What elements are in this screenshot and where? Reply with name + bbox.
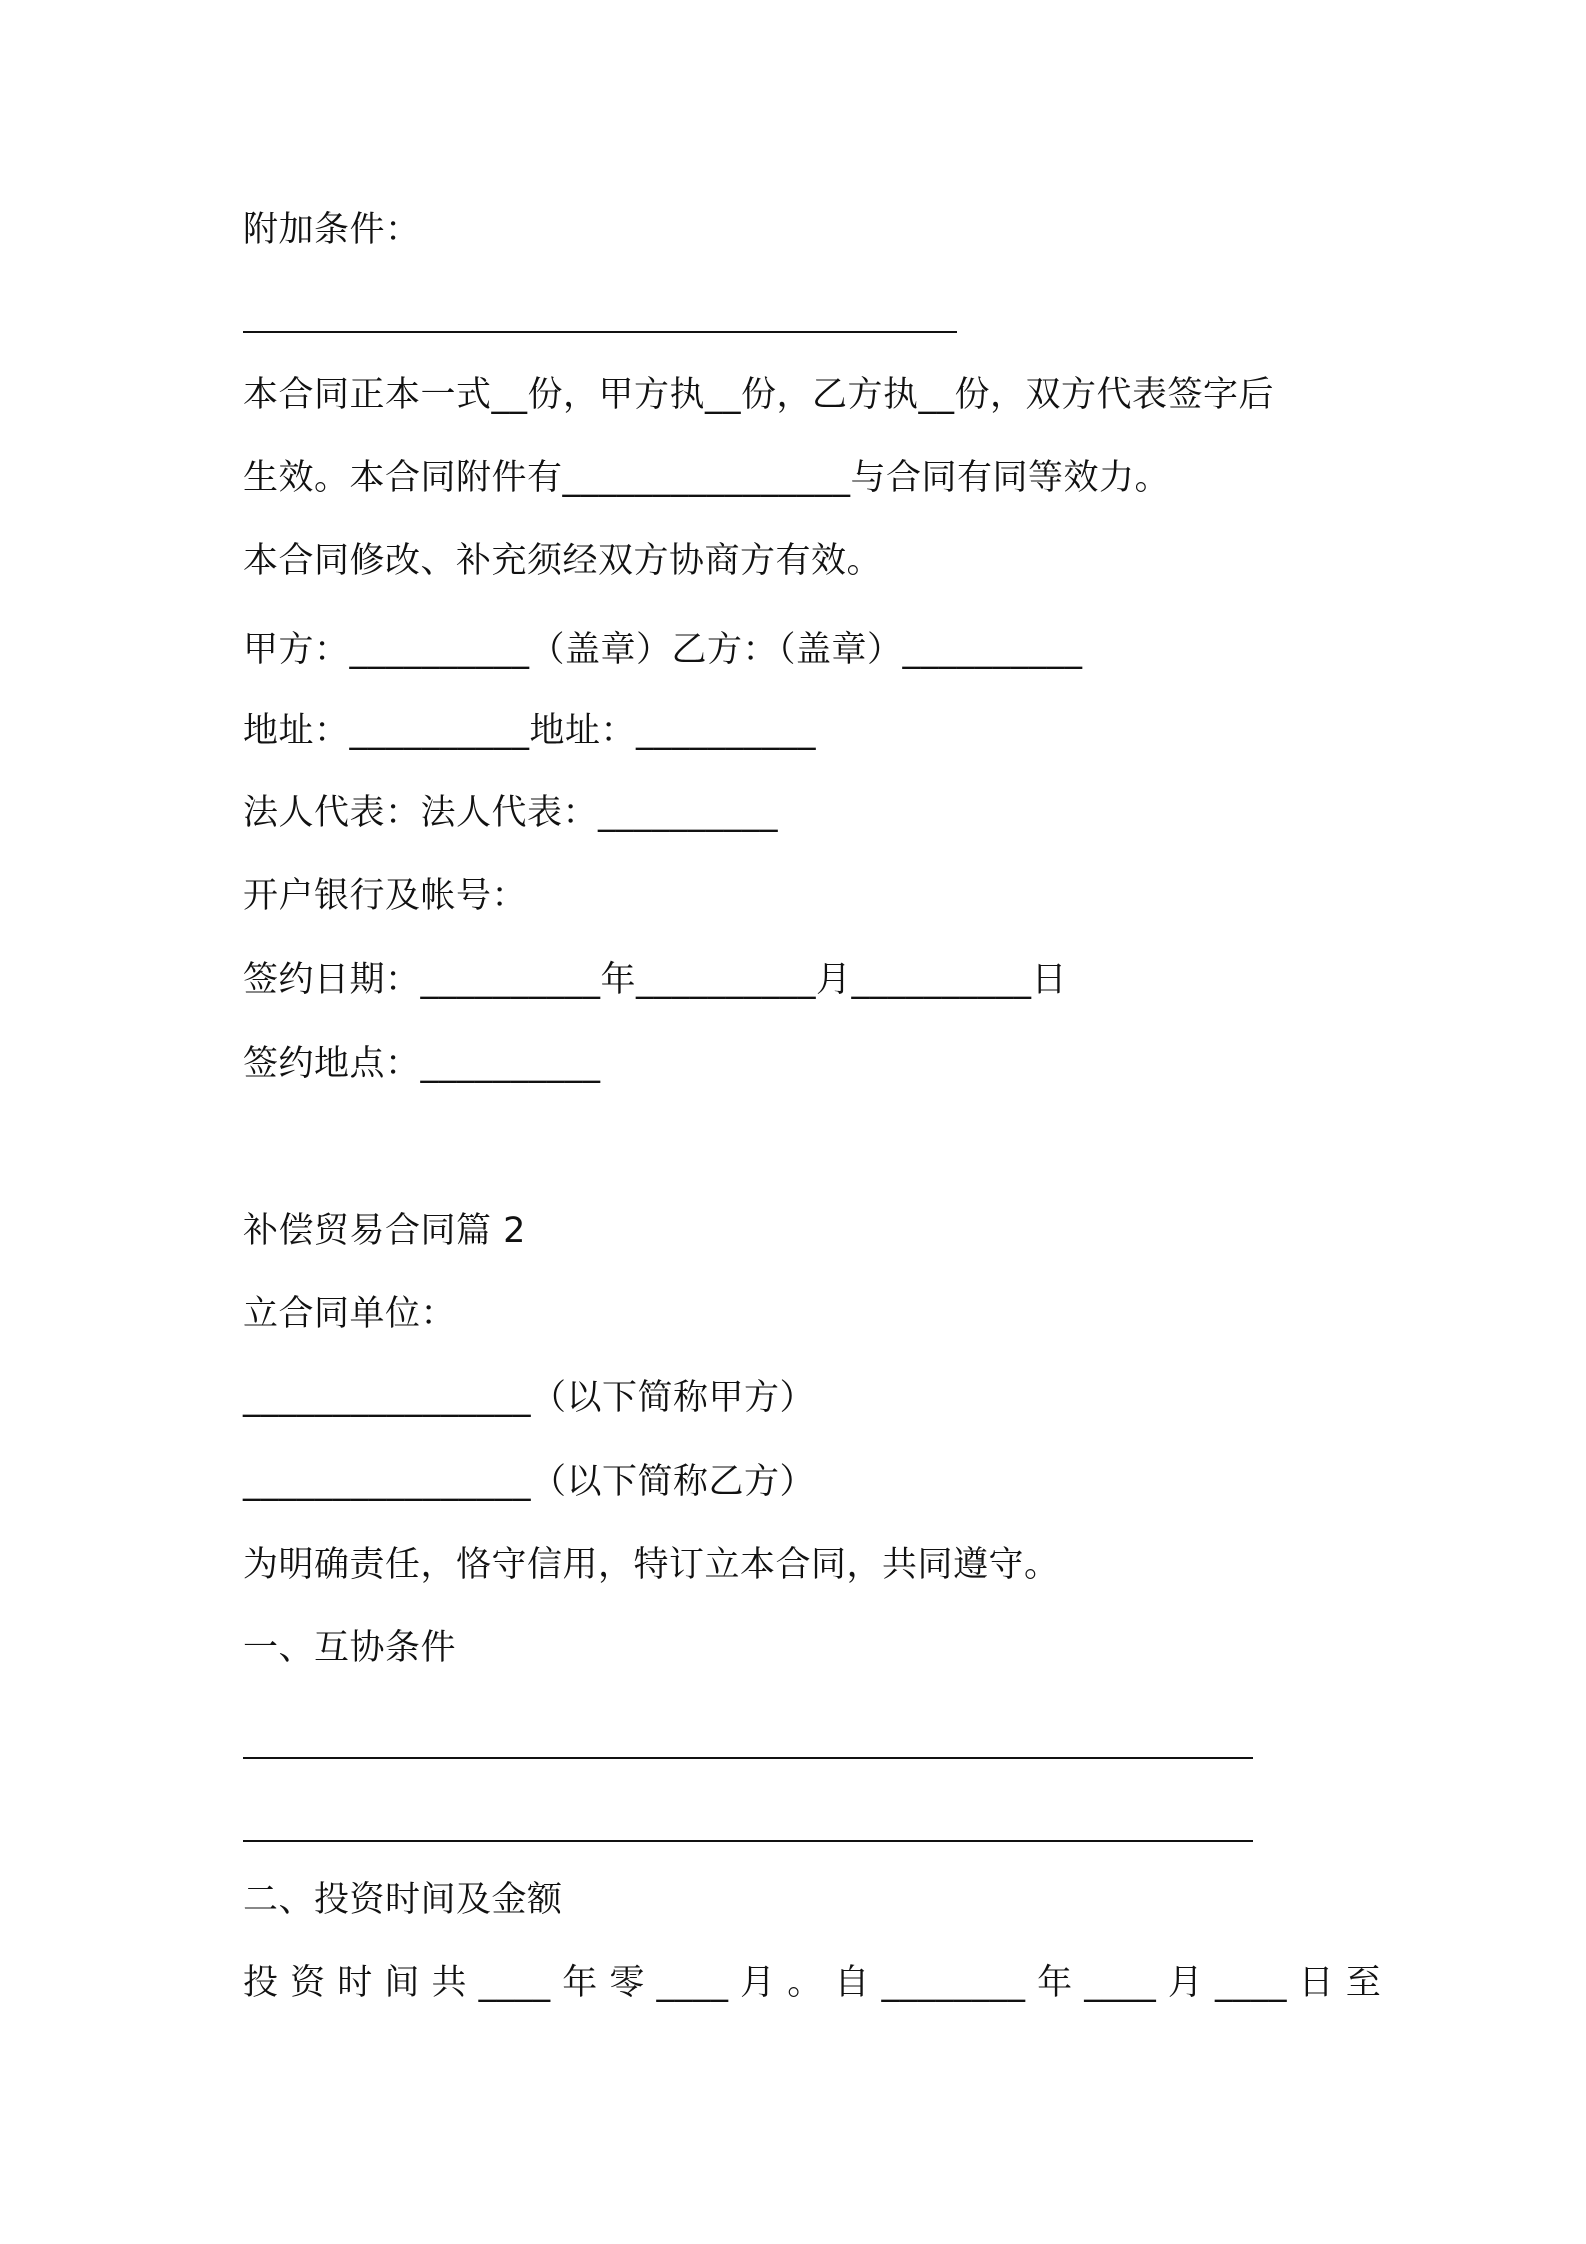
signing-place-line: 签约地点：__________ bbox=[243, 1044, 601, 1084]
contract-copies-clause: 本合同正本一式__份，甲方执__份，乙方执__份，双方代表签字后 bbox=[243, 375, 1275, 415]
bank-account-line: 开户银行及帐号： bbox=[243, 876, 528, 916]
clause-one-heading: 一、互协条件 bbox=[243, 1628, 457, 1668]
contract-amendment-clause: 本合同修改、补充须经双方协商方有效。 bbox=[243, 541, 883, 581]
party-a-line: ________________（以下简称甲方） bbox=[243, 1378, 816, 1418]
contracting-units-label: 立合同单位： bbox=[243, 1294, 457, 1334]
party-seal-line: 甲方：__________（盖章）乙方：（盖章）__________ bbox=[243, 630, 1083, 670]
address-line: 地址：__________地址：__________ bbox=[243, 711, 817, 751]
additional-conditions-label: 附加条件： bbox=[243, 210, 421, 250]
legal-representative-line: 法人代表：法人代表：__________ bbox=[243, 793, 779, 833]
party-b-line: ________________（以下简称乙方） bbox=[243, 1462, 816, 1502]
clause-one-blank-line-2 bbox=[243, 1840, 1253, 1842]
contract-purpose-line: 为明确责任，恪守信用，特订立本合同，共同遵守。 bbox=[243, 1545, 1060, 1585]
section-title: 补偿贸易合同篇 2 bbox=[243, 1211, 526, 1251]
additional-conditions-blank-line bbox=[243, 331, 957, 333]
clause-two-heading: 二、投资时间及金额 bbox=[243, 1880, 563, 1920]
contract-attachment-clause: 生效。本合同附件有________________与合同有同等效力。 bbox=[243, 458, 1171, 498]
signing-date-line: 签约日期：__________年__________月__________日 bbox=[243, 960, 1068, 1000]
investment-period-line: 投 资 时 间 共 ____ 年 零 ____ 月 。 自 ________ 年 ____ 月 ____ 日 至 bbox=[243, 1963, 1382, 2003]
clause-one-blank-line-1 bbox=[243, 1757, 1253, 1759]
